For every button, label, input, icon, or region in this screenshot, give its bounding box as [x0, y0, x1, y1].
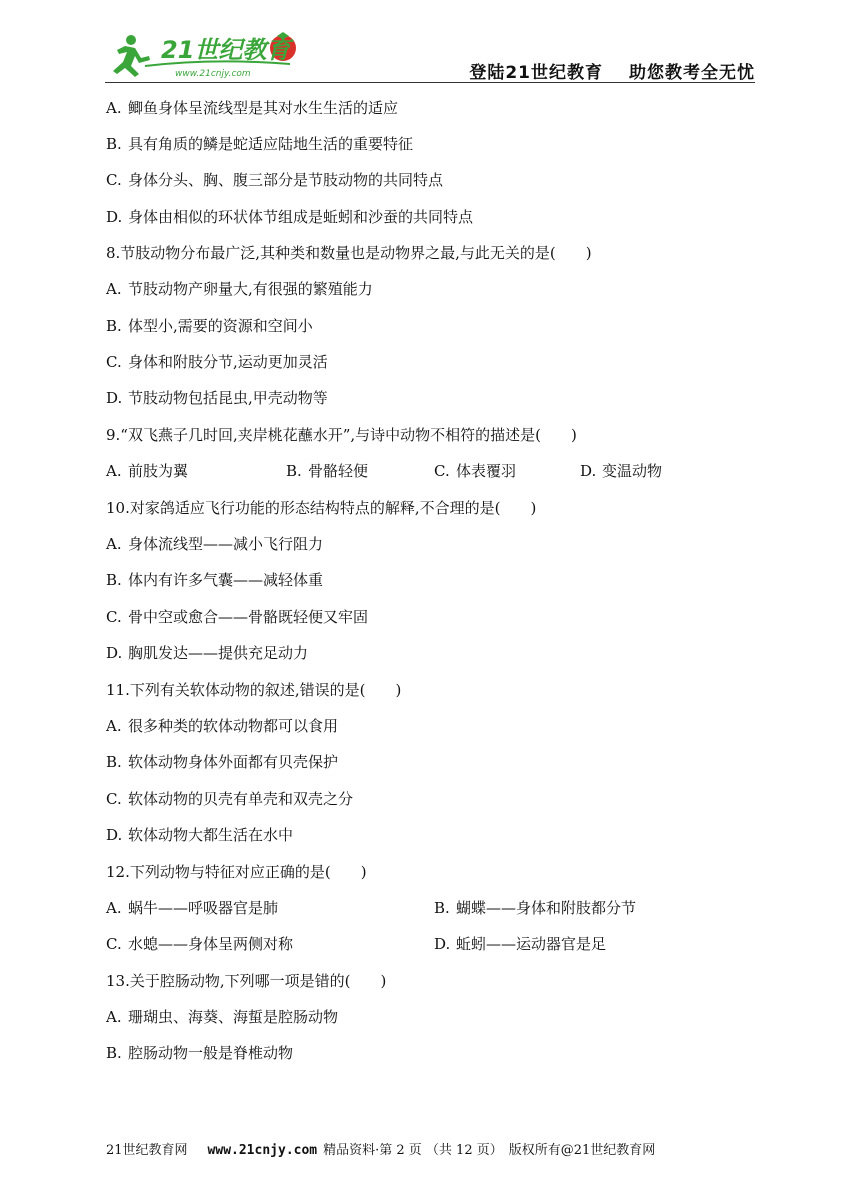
header-slogan — [469, 58, 755, 83]
footer-brand: 21世纪教育网 — [106, 1143, 188, 1158]
q10-option-a: A. 身体流线型——减小飞行阻力 — [106, 535, 324, 553]
logo-text: 21世纪教育 — [161, 36, 291, 64]
q9-option-d: D. 变温动物 — [580, 462, 663, 480]
q11-option-b: B. 软体动物身体外面都有贝壳保护 — [106, 753, 339, 771]
q10-stem: 10.对家鸽适应飞行功能的形态结构特点的解释,不合理的是( ) — [106, 499, 537, 517]
q8-option-b: B. 体型小,需要的资源和空间小 — [106, 317, 313, 335]
q12-option-c: C. 水螅——身体呈两侧对称 — [106, 935, 294, 953]
header-divider — [105, 82, 755, 83]
q12-option-b: B. 蝴蝶——身体和附肢都分节 — [434, 899, 637, 917]
q12-option-d: D. 蚯蚓——运动器官是足 — [434, 935, 607, 953]
site-logo — [105, 28, 305, 80]
q13-stem: 13.关于腔肠动物,下列哪一项是错的( ) — [106, 972, 387, 990]
q9-option-b: B. 骨骼轻便 — [286, 462, 369, 480]
q7-option-d: D. 身体由相似的环状体节组成是蚯蚓和沙蚕的共同特点 — [106, 208, 474, 226]
q7-option-a: A. 鲫鱼身体呈流线型是其对水生生活的适应 — [106, 99, 399, 117]
footer-copyright: 版权所有@21世纪教育网 — [508, 1143, 656, 1158]
q9-option-c: C. 体表覆羽 — [434, 462, 517, 480]
q8-stem: 8.节肢动物分布最广泛,其种类和数量也是动物界之最,与此无关的是( ) — [106, 244, 592, 262]
q13-option-a: A. 珊瑚虫、海葵、海蜇是腔肠动物 — [106, 1008, 339, 1026]
q8-option-c: C. 身体和附肢分节,运动更加灵活 — [106, 353, 328, 371]
page-footer — [106, 1139, 661, 1158]
footer-page-info: 精品资料·第 2 页 （共 12 页） — [323, 1143, 503, 1158]
q13-option-b: B. 腔肠动物一般是脊椎动物 — [106, 1044, 294, 1062]
q12-option-a: A. 蜗牛——呼吸器官是肺 — [106, 899, 279, 917]
q7-option-c: C. 身体分头、胸、腹三部分是节肢动物的共同特点 — [106, 171, 444, 189]
q11-option-a: A. 很多种类的软体动物都可以食用 — [106, 717, 339, 735]
slogan-help: 助您教考全无忧 — [629, 63, 755, 83]
q10-option-b: B. 体内有许多气囊——减轻体重 — [106, 571, 324, 589]
q12-stem: 12.下列动物与特征对应正确的是( ) — [106, 863, 367, 881]
page-header — [105, 28, 755, 84]
q11-option-d: D. 软体动物大都生活在水中 — [106, 826, 294, 844]
logo-url: www.21cnjy.com — [175, 69, 251, 79]
slogan-login: 登陆21世纪教育 — [469, 63, 603, 83]
q9-option-a: A. 前肢为翼 — [106, 462, 189, 480]
q7-option-b: B. 具有角质的鳞是蛇适应陆地生活的重要特征 — [106, 135, 414, 153]
q8-option-a: A. 节肢动物产卵量大,有很强的繁殖能力 — [106, 280, 373, 298]
q11-option-c: C. 软体动物的贝壳有单壳和双壳之分 — [106, 790, 354, 808]
q9-stem: 9.“双飞燕子几时回,夹岸桃花蘸水开”,与诗中动物不相符的描述是( ) — [106, 426, 577, 444]
q11-stem: 11.下列有关软体动物的叙述,错误的是( ) — [106, 681, 402, 699]
q10-option-c: C. 骨中空或愈合——骨骼既轻便又牢固 — [106, 608, 369, 626]
q8-option-d: D. 节肢动物包括昆虫,甲壳动物等 — [106, 389, 328, 407]
q10-option-d: D. 胸肌发达——提供充足动力 — [106, 644, 309, 662]
footer-site-link[interactable]: www.21cnjy.com — [207, 1143, 318, 1158]
